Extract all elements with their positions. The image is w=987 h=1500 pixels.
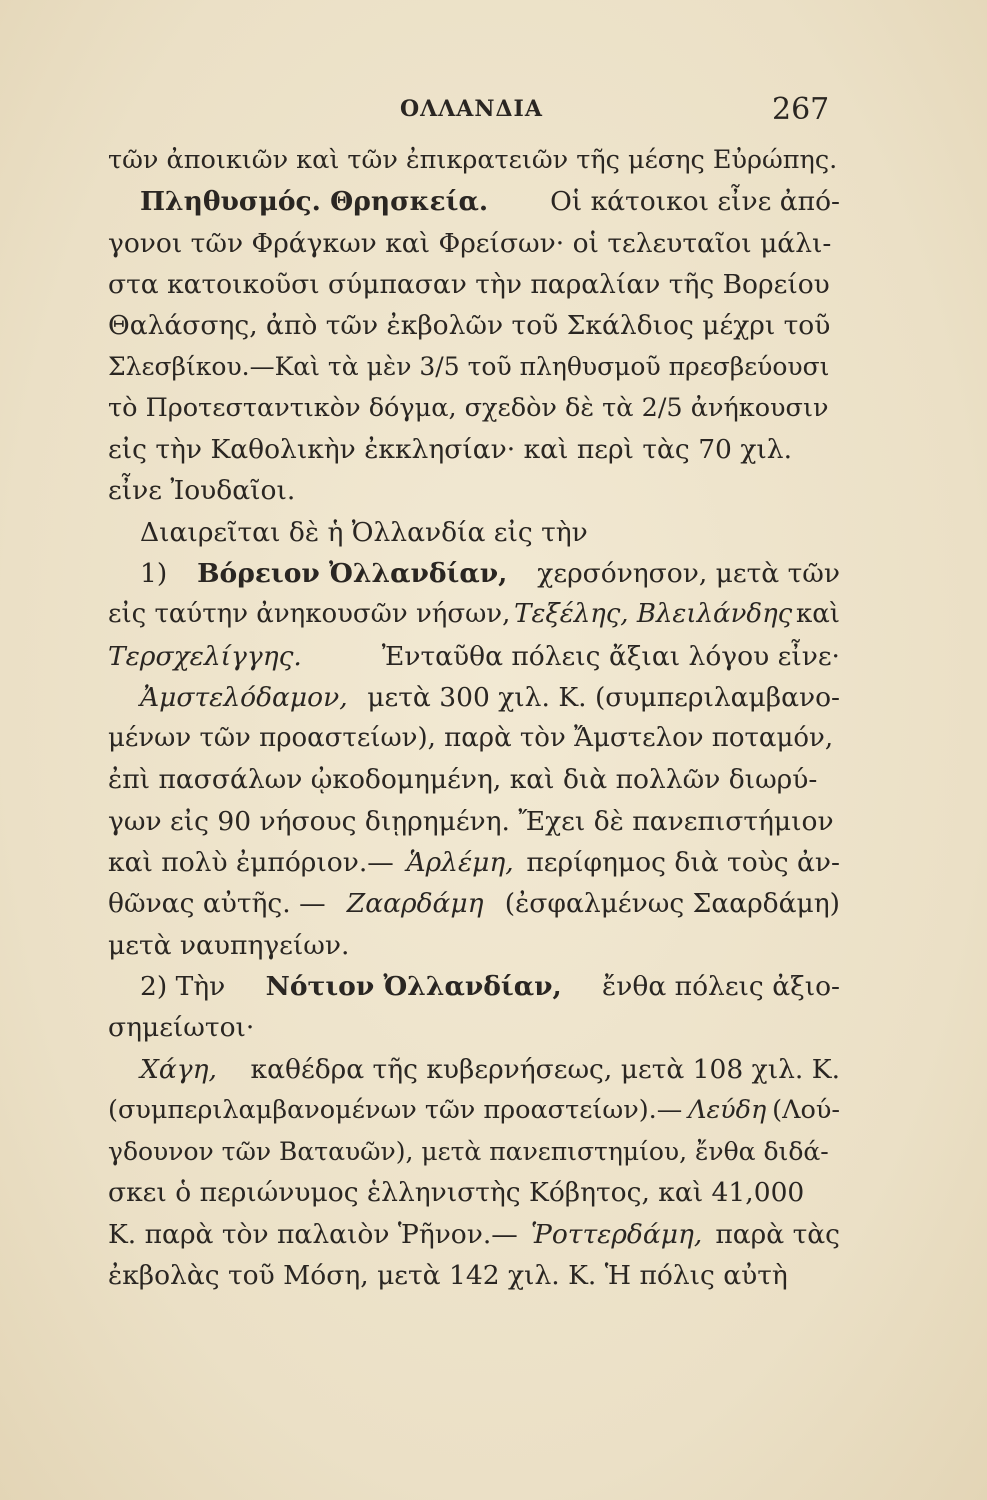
text-line: εἰς ταύτην ἀνηκουσῶν νήσων, Τεξέλης, Βλειλάνδης καὶ (108, 599, 840, 630)
text-line: καὶ πολὺ ἐμπόριον.— Ἁρλέμη, περίφημος διὰ τοὺς ἀν- (108, 847, 840, 879)
text-line: (συμπεριλαμβανομένων τῶν προαστείων).— Λεύδη (Λού- (108, 1094, 840, 1125)
text-line: εἶνε Ἰουδαῖοι. (108, 475, 296, 507)
section-heading: Πληθυσμός. Θρησκεία. (140, 186, 489, 218)
text-line: τὸ Προτεσταντικὸν δόγμα, σχεδὸν δὲ τὰ 2/5 ἀνήκουσιν (108, 392, 829, 423)
text-line: σκει ὁ περιώνυμος ἑλληνιστὴς Κόβητος, καὶ 41,000 (108, 1177, 805, 1209)
text-line: Κ. παρὰ τὸν παλαιὸν Ῥῆνον.— Ῥοττερδάμη, παρὰ τὰς (108, 1218, 840, 1250)
running-head: ΟΛΛΑΝΔΙΑ (400, 96, 543, 122)
section-heading: Βόρειον Ὀλλανδίαν, (197, 557, 508, 589)
text-line: Χάγη, καθέδρα τῆς κυβερνήσεως, μετὰ 108 χιλ. Κ. (140, 1053, 840, 1085)
text-line: στα κατοικοῦσι σύμπασαν τὴν παραλίαν τῆς Βορείου (108, 268, 830, 300)
page-header (0, 92, 987, 132)
text-line: ἐκβολὰς τοῦ Μόση, μετὰ 142 χιλ. Κ. Ἡ πόλις αὐτὴ (108, 1260, 788, 1292)
text-line: γδουνον τῶν Βαταυῶν), μετὰ πανεπιστημίου, ἔνθα διδά- (108, 1137, 829, 1167)
text-line: τῶν ἀποικιῶν καὶ τῶν ἐπικρατειῶν τῆς μέσης Εὐρώπης. (108, 145, 838, 175)
text-line: μετὰ ναυπηγείων. (108, 929, 350, 961)
text-line: γονοι τῶν Φράγκων καὶ Φρείσων· οἱ τελευταῖοι μάλι- (108, 227, 832, 259)
page-number: 267 (772, 92, 830, 127)
text-line: 2) Τὴν Νότιον Ὀλλανδίαν, ἔνθα πόλεις ἀξιο- (108, 966, 840, 1007)
text-line: σημείωτοι· (108, 1012, 255, 1044)
text-line: Πληθυσμός. Θρησκεία. Οἱ κάτοικοι εἶνε ἀπό- (108, 181, 840, 222)
text-line: μένων τῶν προαστείων), παρὰ τὸν Ἄμστελον ποταμόν, (108, 723, 834, 754)
text-line: Διαιρεῖται δὲ ἡ Ὀλλανδία εἰς τὴν (140, 516, 588, 548)
text-line: Σλεσβίκου.—Καὶ τὰ μὲν 3/5 τοῦ πληθυσμοῦ πρεσβεύουσι (108, 352, 830, 382)
text-line: 1) Βόρειον Ὀλλανδίαν, χερσόνησον, μετὰ τῶν (108, 553, 840, 594)
text-line: Ἀμστελόδαμον, μετὰ 300 χιλ. Κ. (συμπεριλαμβανο- (140, 681, 840, 713)
text-line: ἐπὶ πασσάλων ᾠκοδομημένη, καὶ διὰ πολλῶν διωρύ- (108, 764, 818, 796)
section-heading: Νότιον Ὀλλανδίαν, (265, 970, 562, 1002)
text-line: θῶνας αὐτῆς. — Ζααρδάμη (ἐσφαλμένως Σααρδάμη) (108, 888, 840, 920)
text-line: Τερσχελίγγης. Ἐνταῦθα πόλεις ἄξιαι λόγου εἶνε· (108, 640, 840, 672)
text-body (108, 140, 840, 1296)
text-line: Θαλάσσης, ἀπὸ τῶν ἐκβολῶν τοῦ Σκάλδιος μέχρι τοῦ (108, 310, 831, 342)
text-line: εἰς τὴν Καθολικὴν ἐκκλησίαν· καὶ περὶ τὰς 70 χιλ. (108, 434, 793, 466)
text-line: γων εἰς 90 νήσους διῃρημένη. Ἔχει δὲ πανεπιστήμιον (108, 805, 834, 837)
